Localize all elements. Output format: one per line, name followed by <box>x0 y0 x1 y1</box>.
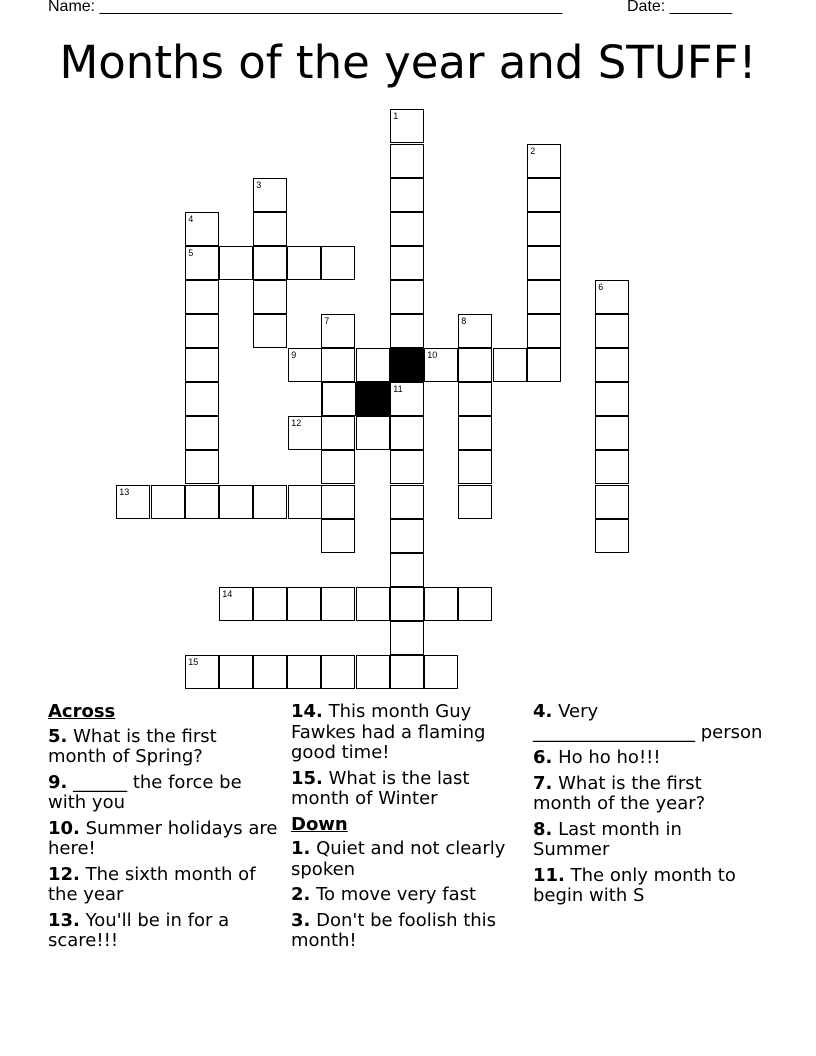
grid-cell[interactable] <box>595 348 629 382</box>
cell-number: 2 <box>530 146 536 157</box>
grid-cell[interactable] <box>458 348 492 382</box>
grid-cell[interactable] <box>116 485 150 519</box>
across-heading: Across <box>48 701 116 722</box>
grid-cell[interactable] <box>185 212 219 246</box>
grid-cell[interactable] <box>288 416 322 450</box>
grid-cell[interactable] <box>458 416 492 450</box>
clue-down-7: 7. What is the first month of the year? <box>533 772 706 814</box>
grid-cell[interactable] <box>458 485 492 519</box>
grid-cell[interactable] <box>185 246 219 280</box>
clue-down-2: 2. To move very fast <box>291 884 477 905</box>
cell-number: 10 <box>427 350 438 361</box>
grid-cell[interactable] <box>390 553 424 587</box>
grid-cell[interactable] <box>219 485 253 519</box>
clue-down-3: 3. Don't be foolish this month! <box>291 909 497 951</box>
grid-cell[interactable] <box>321 450 355 484</box>
black-cell <box>356 382 390 416</box>
grid-cell[interactable] <box>390 519 424 553</box>
grid-cell[interactable] <box>595 382 629 416</box>
clue-across-15: 15. What is the last month of Winter <box>291 767 470 809</box>
grid-cell[interactable] <box>287 246 321 280</box>
cell-number: 6 <box>598 282 604 293</box>
cell-number: 9 <box>291 350 297 361</box>
grid-cell[interactable] <box>151 485 185 519</box>
clue-down-4: 4. Very __________________ person <box>533 701 763 743</box>
grid-cell[interactable] <box>595 485 629 519</box>
cell-number: 14 <box>222 589 233 600</box>
grid-cell[interactable] <box>595 519 629 553</box>
grid-cell[interactable] <box>527 144 561 178</box>
grid-cell[interactable] <box>390 212 424 246</box>
grid-cell[interactable] <box>390 314 424 348</box>
grid-cell[interactable] <box>321 519 355 553</box>
clue-across-5: 5. What is the first month of Spring? <box>48 725 217 767</box>
clue-down-1: 1. Quiet and not clearly spoken <box>291 838 506 880</box>
grid-cell[interactable] <box>493 348 527 382</box>
grid-cell[interactable] <box>185 280 219 314</box>
grid-cell[interactable] <box>390 587 424 621</box>
grid-cell[interactable] <box>287 655 321 689</box>
cell-number: 11 <box>393 384 403 395</box>
grid-cell[interactable] <box>390 621 424 655</box>
cell-number: 4 <box>188 214 194 225</box>
grid-cell[interactable] <box>253 280 287 314</box>
grid-cell[interactable] <box>321 416 355 450</box>
clues-column-3 <box>533 702 763 912</box>
cell-number: 3 <box>256 180 262 191</box>
clue-down-6: 6. Ho ho ho!!! <box>533 747 661 768</box>
grid-cell[interactable] <box>595 416 629 450</box>
grid-cell[interactable] <box>458 450 492 484</box>
cell-number: 8 <box>461 316 467 327</box>
grid-cell[interactable] <box>527 348 561 382</box>
grid-cell[interactable] <box>527 280 561 314</box>
grid-cell[interactable] <box>527 246 561 280</box>
grid-cell[interactable] <box>390 246 424 280</box>
grid-cell[interactable] <box>185 416 219 450</box>
grid-cell[interactable] <box>356 587 390 621</box>
black-cell <box>390 348 424 382</box>
grid-cell[interactable] <box>288 348 322 382</box>
grid-cell[interactable] <box>321 348 355 382</box>
cell-number: 13 <box>119 487 130 498</box>
grid-cell[interactable] <box>185 485 219 519</box>
grid-cell[interactable] <box>458 314 492 348</box>
grid-cell[interactable] <box>356 655 390 689</box>
grid-cell[interactable] <box>527 178 561 212</box>
clue-down-11: 11. The only month to begin with S <box>533 864 736 906</box>
grid-cell[interactable] <box>390 416 424 450</box>
grid-cell[interactable] <box>185 382 219 416</box>
clue-down-8: 8. Last month in Summer <box>533 818 682 860</box>
clues-column-2 <box>291 702 521 957</box>
grid-cell[interactable] <box>321 314 355 348</box>
grid-cell[interactable] <box>219 655 253 689</box>
grid-cell[interactable] <box>321 655 355 689</box>
grid-cell[interactable] <box>288 485 322 519</box>
grid-cell[interactable] <box>424 655 458 689</box>
grid-cell[interactable] <box>253 212 287 246</box>
grid-cell[interactable] <box>185 348 219 382</box>
grid-cell[interactable] <box>390 178 424 212</box>
cell-number: 1 <box>393 111 399 122</box>
grid-cell[interactable] <box>424 587 458 621</box>
cell-number: 7 <box>324 316 330 327</box>
grid-cell[interactable] <box>321 587 355 621</box>
grid-cell[interactable] <box>390 655 424 689</box>
clue-across-10: 10. Summer holidays are here! <box>48 817 278 859</box>
grid-cell[interactable] <box>253 655 287 689</box>
grid-cell[interactable] <box>321 485 355 519</box>
grid-cell[interactable] <box>390 450 424 484</box>
clue-across-9: 9. ______ the force be with you <box>48 771 242 813</box>
grid-cell[interactable] <box>424 348 458 382</box>
cell-number: 15 <box>188 657 199 668</box>
cell-number: 5 <box>188 248 194 259</box>
grid-cell[interactable] <box>287 587 321 621</box>
grid-cell[interactable] <box>253 178 287 212</box>
grid-cell[interactable] <box>253 314 287 348</box>
grid-cell[interactable] <box>253 485 287 519</box>
grid-cell[interactable] <box>321 246 355 280</box>
grid-cell[interactable] <box>595 280 629 314</box>
clue-across-12: 12. The sixth month of the year <box>48 863 256 905</box>
clue-across-14: 14. This month Guy Fawkes had a flaming good time! <box>291 701 486 763</box>
grid-cell[interactable] <box>595 450 629 484</box>
clues-column-1 <box>48 702 278 957</box>
grid-cell[interactable] <box>219 246 253 280</box>
grid-cell[interactable] <box>390 382 424 416</box>
grid-cell[interactable] <box>253 587 287 621</box>
grid-cell[interactable] <box>390 280 424 314</box>
page-title: Months of the year and STUFF! <box>59 36 757 89</box>
name-field[interactable]: Name: ____________________________________________________ <box>48 0 563 15</box>
grid-cell[interactable] <box>390 144 424 178</box>
grid-cell[interactable] <box>322 382 356 416</box>
grid-cell[interactable] <box>356 348 390 382</box>
grid-cell[interactable] <box>219 587 253 621</box>
grid-cell[interactable] <box>527 212 561 246</box>
grid-cell[interactable] <box>458 382 492 416</box>
down-heading: Down <box>291 813 348 835</box>
grid-cell[interactable] <box>253 246 287 280</box>
grid-cell[interactable] <box>527 314 561 348</box>
grid-cell[interactable] <box>185 450 219 484</box>
date-field[interactable]: Date: _______ <box>627 0 732 15</box>
grid-cell[interactable] <box>390 485 424 519</box>
grid-cell[interactable] <box>185 655 219 689</box>
grid-cell[interactable] <box>185 314 219 348</box>
grid-cell[interactable] <box>595 314 629 348</box>
cell-number: 12 <box>291 418 302 429</box>
grid-cell[interactable] <box>458 587 492 621</box>
clue-across-13: 13. You'll be in for a scare!!! <box>48 909 230 951</box>
grid-cell[interactable] <box>356 416 390 450</box>
grid-cell[interactable] <box>390 109 424 143</box>
